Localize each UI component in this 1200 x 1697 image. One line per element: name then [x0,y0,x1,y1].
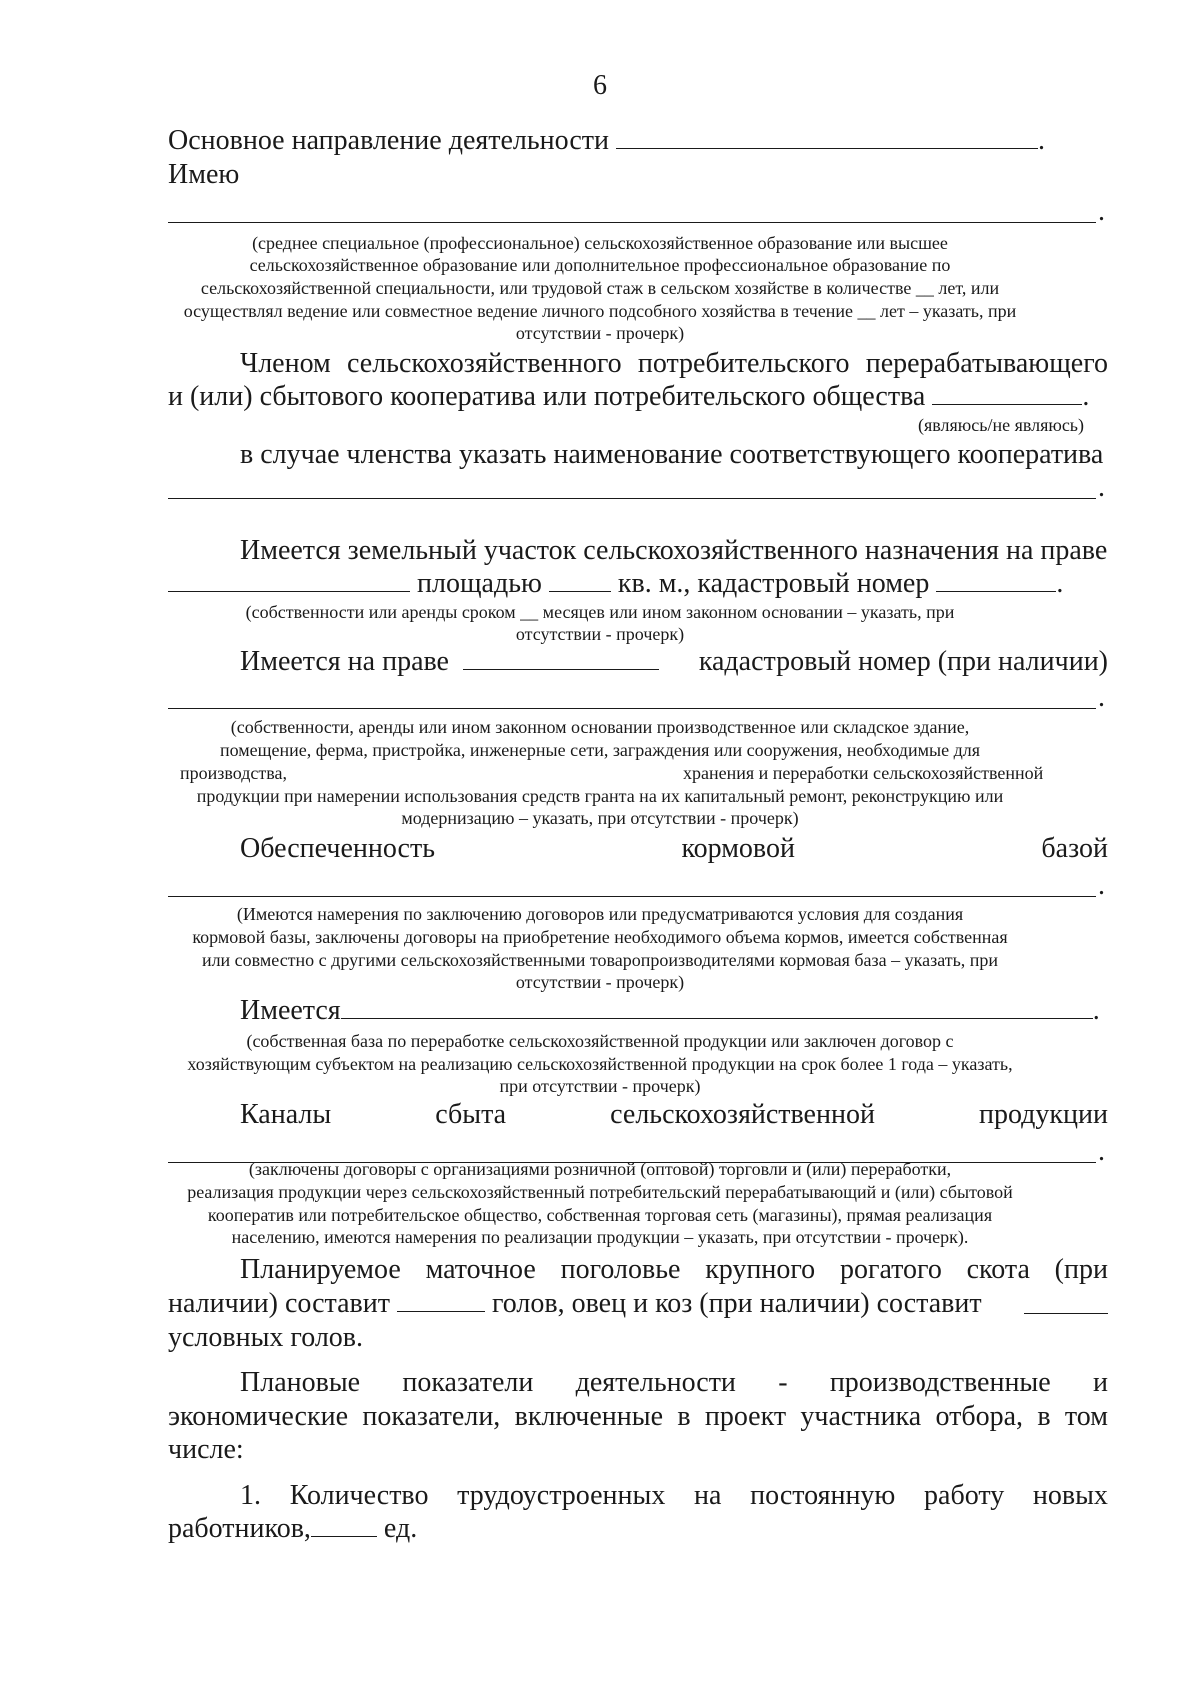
building-note-3a: производства, [180,763,287,783]
building-right-blank[interactable] [463,647,659,670]
item1-line-1: 1. Количество трудоустроенных на постоянную работу новых [240,1480,1108,1511]
feed-line: Обеспеченность кормовой базой [240,833,1108,864]
coop-membership-blank[interactable] [932,382,1082,405]
processing-blank[interactable] [341,996,1093,1019]
sales-note-3: кооператив или потребительское общество, собственная торговая сеть (магазины), прямая реализация [207,1205,993,1225]
feed-note-1: (Имеются намерения по заключению договоров или предусматриваются условия для создания [236,904,964,924]
land-right-blank[interactable] [168,569,410,592]
coop-name-label: в случае членства указать наименование соответствующего кооператива [240,439,1104,470]
education-note-2: сельскохозяйственное образование или дополнительное профессиональное образование по [249,255,951,275]
land-cadastral-blank[interactable] [936,569,1056,592]
feed-blank[interactable] [168,896,1096,897]
activity-line: Основное направление деятельности . [168,125,1045,156]
processing-note-3: при отсутствии - прочерк) [499,1076,701,1096]
coop-line-1: Членом сельскохозяйственного потребительского перерабатывающего [240,348,1108,379]
land-line-2: площадью кв. м., кадастровый номер . [168,568,1063,600]
building-note-2: помещение, ферма, пристройка, инженерные сети, заграждения или сооружения, необходимые для [219,740,980,760]
indicators-line-1: Плановые показатели деятельности - производственные и [240,1367,1108,1398]
land-line-1: Имеется земельный участок сельскохозяйственного назначения на праве [240,535,1108,566]
sales-note-1: (заключены договоры с организациями розничной (оптовой) торговли и (или) переработки, [248,1159,952,1179]
education-note-5: отсутствии - прочерк) [515,323,685,343]
indicators-line-3: числе: [168,1434,244,1465]
building-blank[interactable] [168,708,1096,709]
education-blank[interactable] [168,222,1096,223]
activity-blank[interactable] [616,126,1038,149]
processing-line: Имеется . [240,995,1100,1026]
education-note-3: сельскохозяйственной специальности, или трудовой стаж в сельском хозяйстве в количестве __ лет, или [200,278,1000,298]
building-note-1: (собственности, аренды или ином законном основании производственное или складское здание, [230,717,970,737]
indicators-line-2: экономические показатели, включенные в проект участника отбора, в том [168,1401,1108,1432]
feed-note-3: или совместно с другими сельскохозяйственными товаропроизводителями кормовая база – указать, при [201,950,999,970]
item1-line-2: работников, ед. [168,1513,418,1544]
sheep-goat-count-blank[interactable] [1024,1291,1108,1314]
livestock-line-1: Планируемое маточное поголовье крупного рогатого скота (при [240,1254,1108,1285]
sales-note-2: реализация продукции через сельскохозяйственный потребительский перерабатывающий и (или) сбытовой [187,1182,1013,1202]
coop-line-2: и (или) сбытового кооператива или потребительского общества . [168,381,1090,412]
building-note-5: модернизацию – указать, при отсутствии - прочерк) [401,808,799,828]
livestock-line-2: наличии) составит голов, овец и коз (при наличии) составит [168,1288,1108,1320]
coop-membership-note: (являюсь/не являюсь) [918,415,1085,435]
education-note-4: осуществлял ведение или совместное ведение личного подсобного хозяйства в течение __ лет – указать, при [183,301,1017,321]
sales-line: Каналы сбыта сельскохозяйственной продукции [240,1099,1108,1130]
land-note-2: отсутствии - прочерк) [515,624,685,644]
livestock-line-3: условных голов. [168,1322,364,1353]
feed-note-4: отсутствии - прочерк) [515,972,685,992]
processing-note-1: (собственная база по переработке сельскохозяйственной продукции или заключен договор с [246,1031,954,1051]
building-note-3b: хранения и переработки сельскохозяйственной [683,763,1044,783]
have-label: Имею [168,159,240,190]
land-area-blank[interactable] [549,569,611,592]
document-page: 6 Основное направление деятельности . Имею . (среднее специальное (профессиональное) сельскохозяйственное образование или высшее сельскохозяйственное образование или дополнительное профессиональное образование по сельскохозяйственной специальности, или трудовой стаж в сельском хозяйстве в количестве __ лет, или осуществлял ведение или совместное ведение личного подсобного хозяйства в течение __ лет – указать, при отсутствии - прочерк) Членом сельскохозяйственного потребительского перерабатывающего и (или) сбытового кооператива или потребительского общества . (являюсь/не являюсь) в случае членства указать наименование соответствующего кооператива . Имеется земельный участок сельскохозяйственного назначения на праве площадью кв. м., кадастровый номер . (собственности или аренды сроком __ месяцев или ином законном основании – указать, при отсутствии - прочерк) Имеется на праве кадастровый номер (при наличии) . (собственности, аренды или ином законном основании производственное или складское здание, помещение, ферма, пристройка, инженерные сети, заграждения или сооружения, необходимые для производства, хранения и переработки сельскохозяйственной продукции при намерении использования средств гранта на их капитальный ремонт, реконструкцию или модернизацию – указать, при отсутствии - прочерк) Обеспеченность кормовой базой . (Имеются намерения по заключению договоров или предусматриваются условия для создания кормовой базы, заключены договоры на приобретение необходимого объема кормов, имеется собственная или совместно с другими сельскохозяйственными товаропроизводителями кормовая база – указать, при отсутствии - прочерк) Имеется . (собственная база по переработке сельскохозяйственной продукции или заключен договор с хозяйствующим субъектом на реализацию сельскохозяйственной продукции на срок более 1 года – указать, при отсутствии - прочерк) Каналы сбыта сельскохозяйственной продукции . (заключены договоры с организациями розничной (оптовой) торговли и (или) переработки, реализация продукции через сельскохозяйственный потребительский перерабатывающий и (или) сбытовой кооператив или потребительское общество, собственная торговая сеть (магазины), прямая реализация населению, имеются намерения по реализации продукции – указать, при отсутствии - прочерк). Планируемое маточное поголовье крупного рогатого скота (при наличии) составит голов, овец и коз (при наличии) составит условных голов. Плановые показатели деятельности - производственные и экономические показатели, включенные в проект участника отбора, в том числе: 1. Количество трудоустроенных на постоянную работу новых работников, ед. [0,0,1200,1697]
sales-note-4: населению, имеются намерения по реализации продукции – указать, при отсутствии - прочерк). [231,1227,969,1247]
coop-name-blank[interactable] [168,498,1096,499]
feed-note-2: кормовой базы, заключены договоры на приобретение необходимого объема кормов, имеется собственная [192,927,1008,947]
education-note-1: (среднее специальное (профессиональное) сельскохозяйственное образование или высшее [252,233,948,253]
cattle-count-blank[interactable] [397,1289,485,1312]
page-number: 6 [593,70,607,101]
building-line: Имеется на праве кадастровый номер (при наличии) [240,646,1108,677]
activity-label: Основное направление деятельности [168,125,609,156]
land-note-1: (собственности или аренды сроком __ месяцев или ином законном основании – указать, при [245,602,955,622]
processing-note-2: хозяйствующим субъектом на реализацию сельскохозяйственной продукции на срок более 1 года – указать, [187,1054,1013,1074]
new-workers-blank[interactable] [311,1514,377,1537]
building-note-4: продукции при намерении использования средств гранта на их капитальный ремонт, реконструкцию или [196,786,1004,806]
